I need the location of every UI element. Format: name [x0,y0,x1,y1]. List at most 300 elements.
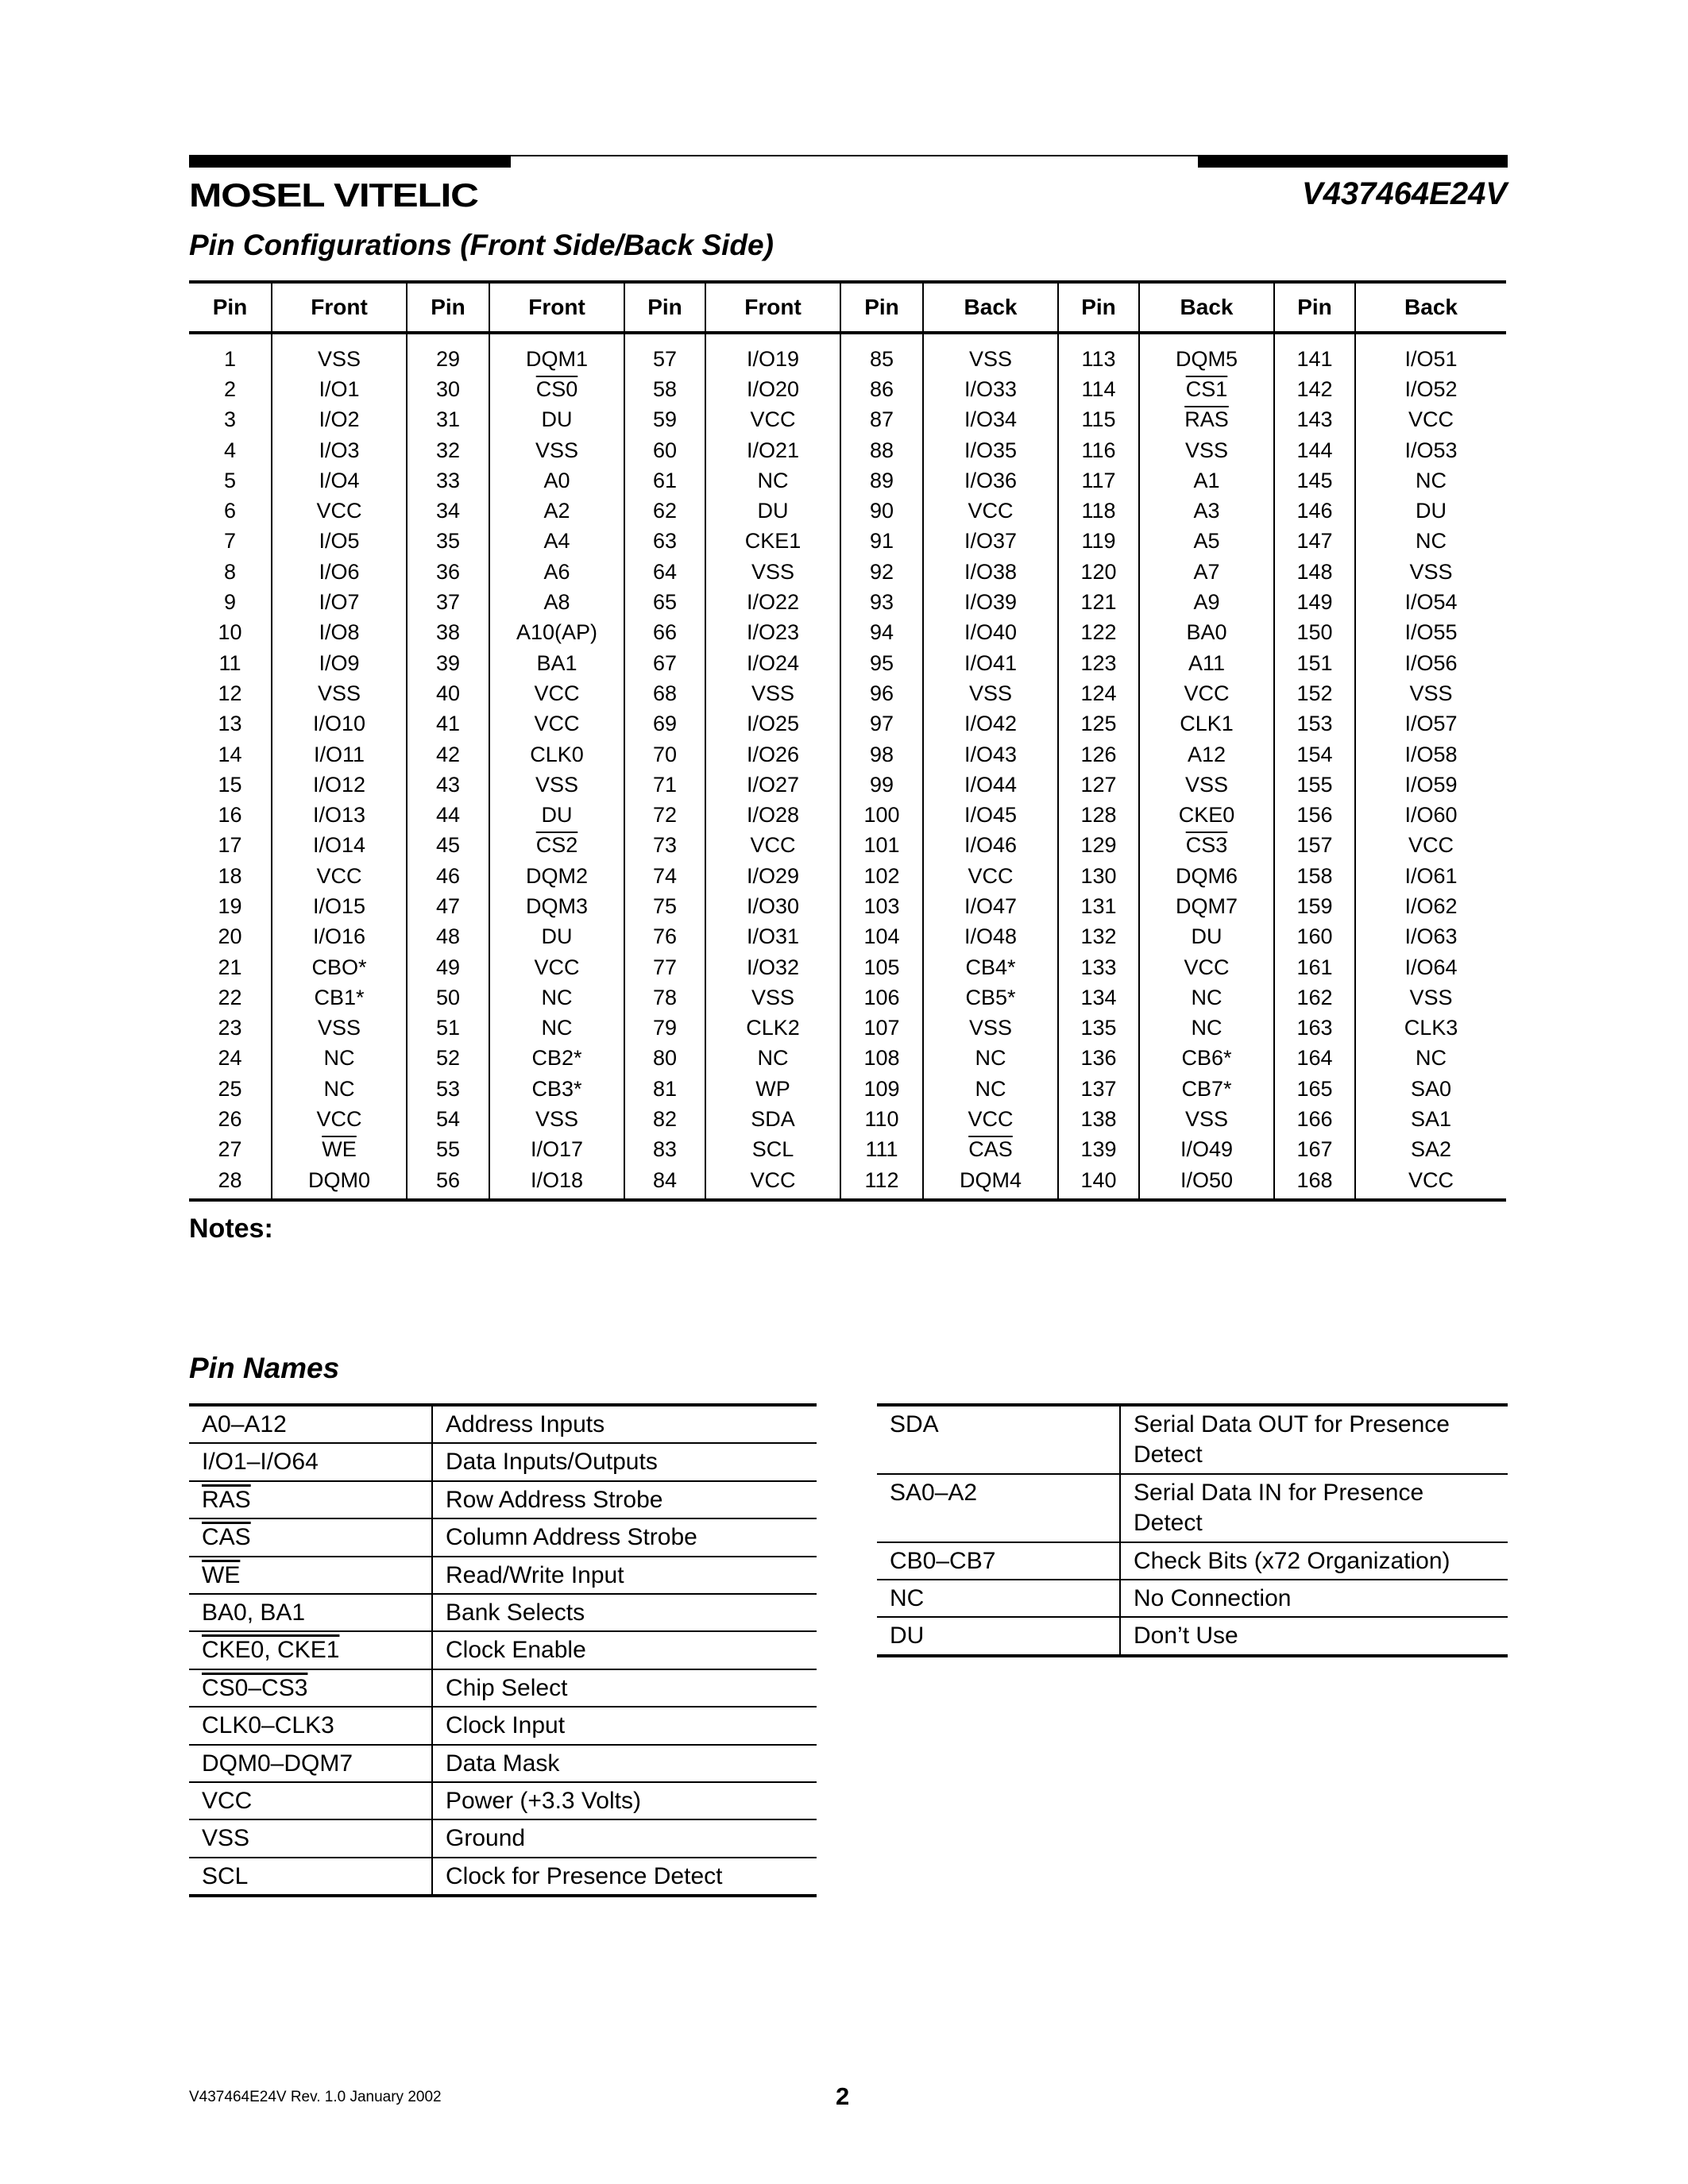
pin-name-description: No Connection [1120,1580,1508,1617]
pin-signal-cell: BA0 [1139,618,1274,648]
pin-signal-cell: I/O14 [272,831,407,861]
pin-number-cell: 3 [189,405,272,435]
pin-config-header-8: Pin [1058,282,1139,333]
pin-number-cell: 113 [1058,333,1139,374]
pin-number-cell: 157 [1274,831,1355,861]
pin-number-cell: 53 [407,1074,489,1104]
pin-signal-cell: I/O35 [923,435,1058,465]
pin-signal-cell: VCC [1355,1165,1506,1200]
pin-number-cell: 62 [624,496,705,526]
pin-signal-cell: VCC [705,405,840,435]
pin-number-cell: 86 [840,374,923,404]
pin-signal-cell: DQM5 [1139,333,1274,374]
pin-signal-cell: I/O54 [1404,590,1458,615]
pin-names-table-left [189,1403,817,1897]
pin-number-cell: 110 [840,1104,923,1134]
pin-number-cell: 49 [407,952,489,982]
pin-signal-cell: I/O25 [705,709,840,739]
pin-signal-cell: VSS [489,435,624,465]
pin-config-row [189,587,1506,617]
pin-signal-cell: NC [489,1013,624,1044]
pin-names-table-right [877,1403,1508,1657]
pin-signal-cell: I/O52 [1404,376,1458,401]
pin-number-cell: 85 [840,333,923,374]
pin-signal-cell: I/O58 [1404,742,1458,766]
pin-signal-cell: I/O46 [923,831,1058,861]
pin-number-cell: 43 [407,770,489,800]
pin-name-row [189,1518,817,1556]
pin-name-description: Clock for Presence Detect [432,1858,817,1896]
pin-config-table [189,280,1506,1202]
pin-signal-cell: I/O13 [272,800,407,830]
pin-number-cell: 134 [1058,982,1139,1013]
pin-signal-cell: I/O62 [1404,893,1458,918]
pin-number-cell: 34 [407,496,489,526]
pin-config-row [189,739,1506,770]
pin-config-row [189,891,1506,921]
pin-number-cell: 102 [840,861,923,891]
pin-number-cell: 29 [407,333,489,374]
pin-number-cell: 69 [624,709,705,739]
pin-signal-cell: CB7* [1139,1074,1274,1104]
pin-number-cell: 28 [189,1165,272,1200]
pin-signal-cell: I/O22 [705,587,840,617]
pin-number-cell: 131 [1058,891,1139,921]
pin-number-cell: 1 [189,333,272,374]
pin-number-cell: 100 [840,800,923,830]
pin-signal-cell: BA1 [489,648,624,678]
pin-number-cell: 19 [189,891,272,921]
pin-number-cell: 114 [1058,374,1139,404]
pin-signal-cell: I/O2 [272,405,407,435]
pin-signal-cell: NC [705,1044,840,1074]
pin-number-cell: 44 [407,800,489,830]
pin-number-cell: 153 [1274,709,1355,739]
pin-signal-cell: I/O63 [1404,924,1458,949]
pin-config-row [189,465,1506,496]
pin-name-symbol: DQM0–DQM7 [189,1745,432,1782]
pin-number-cell: 123 [1058,648,1139,678]
pin-number-cell: 18 [189,861,272,891]
pin-signal-cell: I/O47 [923,891,1058,921]
pin-number-cell: 99 [840,770,923,800]
pin-signal-cell: I/O18 [489,1165,624,1200]
pin-number-cell: 79 [624,1013,705,1044]
pin-number-cell: 72 [624,800,705,830]
pin-name-row [189,1557,817,1594]
pin-signal-cell: VSS [1409,985,1453,1009]
pin-name-symbol: CKE0, CKE1 [189,1631,432,1669]
pin-number-cell: 47 [407,891,489,921]
pin-signal-cell: I/O39 [923,587,1058,617]
pin-signal-cell: I/O53 [1404,438,1458,462]
pin-name-symbol: SA0–A2 [877,1474,1120,1542]
pin-signal-cell: DU [489,800,624,830]
pin-signal-cell: I/O29 [705,861,840,891]
pin-signal-cell: DQM0 [272,1165,407,1200]
pin-config-header-1: Front [272,282,407,333]
pin-number-cell: 106 [840,982,923,1013]
pin-signal-cell: WP [705,1074,840,1104]
pin-signal-cell: I/O3 [272,435,407,465]
pin-signal-cell: I/O56 [1404,650,1458,675]
pin-number-cell: 95 [840,648,923,678]
pin-number-cell: 17 [189,831,272,861]
pin-signal-cell: I/O5 [272,527,407,557]
pin-signal-cell: VCC [272,861,407,891]
pin-name-row [189,1819,817,1857]
pin-signal-cell: I/O40 [923,618,1058,648]
pin-number-cell: 33 [407,465,489,496]
pin-signal-cell: VSS [705,982,840,1013]
pin-number-cell: 76 [624,922,705,952]
pin-number-cell: 26 [189,1104,272,1134]
pin-number-cell: 55 [407,1135,489,1165]
pin-signal-cell: NC [923,1044,1058,1074]
pin-name-row [877,1542,1508,1580]
pin-number-cell: 167 [1274,1135,1355,1165]
pin-signal-cell: CLK0 [489,739,624,770]
pin-name-description: Address Inputs [432,1405,817,1443]
pin-name-description: Serial Data IN for Presence Detect [1120,1474,1508,1542]
pin-number-cell: 37 [407,587,489,617]
pin-signal-cell: I/O33 [923,374,1058,404]
pin-number-cell: 108 [840,1044,923,1074]
pin-number-cell: 129 [1058,831,1139,861]
pin-signal-cell: I/O9 [272,648,407,678]
pin-signal-cell: I/O26 [705,739,840,770]
pin-signal-cell: A12 [1139,739,1274,770]
pin-signal-cell: $\overline{WE}$ [272,1135,407,1165]
pin-signal-cell: NC [923,1074,1058,1104]
pin-number-cell: 52 [407,1044,489,1074]
pin-number-cell: 144 [1274,435,1355,465]
pin-number-cell: 158 [1274,861,1355,891]
pin-number-cell: 96 [840,678,923,708]
pin-number-cell: 10 [189,618,272,648]
pin-number-cell: 111 [840,1135,923,1165]
pin-number-cell: 136 [1058,1044,1139,1074]
pin-number-cell: 25 [189,1074,272,1104]
pin-number-cell: 126 [1058,739,1139,770]
pin-signal-cell: I/O11 [272,739,407,770]
pin-name-description: Serial Data OUT for Presence Detect [1120,1405,1508,1474]
pin-name-symbol: CS0–CS3 [189,1669,432,1707]
pin-config-title: Pin Configurations (Front Side/Back Side) [189,229,774,261]
pin-number-cell: 119 [1058,527,1139,557]
pin-signal-cell: DQM7 [1139,891,1274,921]
pin-number-cell: 148 [1274,557,1355,587]
pin-name-description: Chip Select [432,1669,817,1707]
pin-name-description: Column Address Strobe [432,1518,817,1556]
pin-number-cell: 154 [1274,739,1355,770]
pin-number-cell: 143 [1274,405,1355,435]
pin-signal-cell: VSS [1139,1104,1274,1134]
pin-number-cell: 27 [189,1135,272,1165]
pin-number-cell: 121 [1058,587,1139,617]
pin-signal-cell: VCC [705,831,840,861]
pin-signal-cell: $\overline{RAS}$ [1139,405,1274,435]
pin-number-cell: 38 [407,618,489,648]
pin-config-row [189,527,1506,557]
pin-number-cell: 71 [624,770,705,800]
pin-number-cell: 151 [1274,648,1355,678]
pin-signal-cell: $\overline{CAS}$ [923,1135,1058,1165]
pin-signal-cell: I/O1 [272,374,407,404]
pin-number-cell: 56 [407,1165,489,1200]
pin-number-cell: 64 [624,557,705,587]
pin-number-cell: 125 [1058,709,1139,739]
pin-config-row [189,557,1506,587]
pin-signal-cell: NC [272,1074,407,1104]
pin-signal-cell: CLK2 [705,1013,840,1044]
pin-name-symbol: SDA [877,1405,1120,1474]
pin-number-cell: 146 [1274,496,1355,526]
pin-signal-cell: A3 [1139,496,1274,526]
pin-name-symbol: VCC [189,1782,432,1819]
pin-number-cell: 9 [189,587,272,617]
pin-number-cell: 54 [407,1104,489,1134]
pin-config-row [189,405,1506,435]
pin-signal-cell: I/O4 [272,465,407,496]
pin-name-symbol: CLK0–CLK3 [189,1707,432,1744]
pin-signal-cell: CKE1 [705,527,840,557]
pin-number-cell: 45 [407,831,489,861]
pin-name-description: Bank Selects [432,1594,817,1631]
pin-number-cell: 57 [624,333,705,374]
pin-config-row [189,1104,1506,1134]
pin-signal-cell: VCC [923,1104,1058,1134]
pin-config-row [189,770,1506,800]
pin-signal-cell: SA1 [1410,1107,1452,1132]
pin-name-description: Row Address Strobe [432,1481,817,1518]
pin-number-cell: 40 [407,678,489,708]
pin-number-cell: 101 [840,831,923,861]
pin-number-cell: 22 [189,982,272,1013]
pin-signal-cell: I/O42 [923,709,1058,739]
pin-name-row [877,1405,1508,1474]
pin-number-cell: 105 [840,952,923,982]
pin-config-row [189,922,1506,952]
pin-signal-cell: I/O45 [923,800,1058,830]
pin-number-cell: 109 [840,1074,923,1104]
pin-number-cell: 128 [1058,800,1139,830]
pin-name-symbol: A0–A12 [189,1405,432,1443]
pin-signal-cell: NC [489,982,624,1013]
pin-signal-cell: DQM1 [489,333,624,374]
pin-signal-cell: I/O43 [923,739,1058,770]
pin-number-cell: 156 [1274,800,1355,830]
pin-signal-cell: I/O44 [923,770,1058,800]
pin-signal-cell: CS1 [1139,374,1274,404]
pin-number-cell: 77 [624,952,705,982]
pin-number-cell: 65 [624,587,705,617]
pin-number-cell: 4 [189,435,272,465]
pin-name-symbol: I/O1–I/O64 [189,1443,432,1480]
pin-number-cell: 39 [407,648,489,678]
pin-number-cell: 84 [624,1165,705,1200]
pin-signal-cell: VCC [272,1104,407,1134]
pin-signal-cell: SDA [705,1104,840,1134]
pin-number-cell: 168 [1274,1165,1355,1200]
pin-signal-cell: I/O50 [1139,1165,1274,1200]
pin-number-cell: 14 [189,739,272,770]
pin-number-cell: 36 [407,557,489,587]
pin-signal-cell: VSS [1139,770,1274,800]
pin-signal-cell: NC [705,465,840,496]
pin-signal-cell: I/O48 [923,922,1058,952]
pin-config-row [189,333,1506,374]
pin-config-header-10: Pin [1274,282,1355,333]
pin-signal-cell: A4 [489,527,624,557]
pin-number-cell: 162 [1274,982,1355,1013]
pin-name-row [189,1707,817,1744]
pin-number-cell: 164 [1274,1044,1355,1074]
pin-name-symbol: SCL [189,1858,432,1896]
pin-number-cell: 2 [189,374,272,404]
pin-config-header-6: Pin [840,282,923,333]
pin-number-cell: 83 [624,1135,705,1165]
pin-config-row [189,496,1506,526]
pin-name-description: Clock Enable [432,1631,817,1669]
pin-number-cell: 133 [1058,952,1139,982]
pin-signal-cell: I/O6 [272,557,407,587]
pin-name-row [189,1631,817,1669]
pin-config-header-7: Back [923,282,1058,333]
pin-signal-cell: A11 [1139,648,1274,678]
pin-number-cell: 61 [624,465,705,496]
pin-config-header-4: Pin [624,282,705,333]
pin-name-symbol: DU [877,1617,1120,1655]
pin-config-row [189,709,1506,739]
pin-signal-cell: I/O19 [705,333,840,374]
pin-signal-cell: NC [1416,529,1447,554]
pin-signal-cell: I/O51 [1404,346,1458,371]
pin-number-cell: 21 [189,952,272,982]
pin-number-cell: 150 [1274,618,1355,648]
pin-signal-cell: A6 [489,557,624,587]
pin-number-cell: 137 [1058,1074,1139,1104]
pin-number-cell: 11 [189,648,272,678]
pin-number-cell: 81 [624,1074,705,1104]
pin-number-cell: 135 [1058,1013,1139,1044]
pin-signal-cell: VSS [489,1104,624,1134]
pin-signal-cell: I/O34 [923,405,1058,435]
pin-signal-cell: SA0 [1410,1076,1452,1101]
pin-signal-cell: VCC [1408,833,1454,858]
pin-number-cell: 41 [407,709,489,739]
pin-number-cell: 58 [624,374,705,404]
pin-config-row [189,648,1506,678]
pin-number-cell: 8 [189,557,272,587]
pin-signal-cell: I/O64 [1404,955,1458,979]
pin-signal-cell: I/O16 [272,922,407,952]
pin-number-cell: 141 [1274,333,1355,374]
pin-number-cell: 120 [1058,557,1139,587]
pin-signal-cell: A1 [1139,465,1274,496]
notes-title: Notes: [189,1214,273,1244]
pin-name-description: Data Inputs/Outputs [432,1443,817,1480]
pin-signal-cell: DU [1416,499,1447,523]
pin-number-cell: 92 [840,557,923,587]
pin-signal-cell: CB5* [923,982,1058,1013]
pin-number-cell: 24 [189,1044,272,1074]
pin-number-cell: 12 [189,678,272,708]
pin-signal-cell: I/O59 [1404,772,1458,797]
pin-signal-cell: I/O20 [705,374,840,404]
pin-config-header-0: Pin [189,282,272,333]
pin-name-description: Don’t Use [1120,1617,1508,1655]
pin-number-cell: 6 [189,496,272,526]
pin-name-description: Ground [432,1819,817,1857]
pin-number-cell: 80 [624,1044,705,1074]
pin-number-cell: 32 [407,435,489,465]
pin-name-description: Check Bits (x72 Organization) [1120,1542,1508,1580]
pin-signal-cell: CLK3 [1404,1016,1458,1040]
pin-name-row [877,1617,1508,1655]
pin-signal-cell: I/O61 [1404,863,1458,888]
pin-number-cell: 130 [1058,861,1139,891]
pin-signal-cell: A7 [1139,557,1274,587]
pin-name-symbol: $\overline{RAS}$ [189,1481,432,1518]
pin-signal-cell: A5 [1139,527,1274,557]
pin-config-header-row [189,282,1506,333]
pin-signal-cell: VSS [1139,435,1274,465]
pin-signal-cell: VCC [705,1165,840,1200]
pin-signal-cell: CS0 [489,374,624,404]
pin-name-description: Read/Write Input [432,1557,817,1594]
pin-config-row [189,982,1506,1013]
pin-config-row [189,952,1506,982]
pin-name-row [189,1782,817,1819]
pin-number-cell: 63 [624,527,705,557]
pin-number-cell: 127 [1058,770,1139,800]
pin-name-row [189,1669,817,1707]
pin-signal-cell: VCC [489,678,624,708]
pin-config-header-9: Back [1139,282,1274,333]
pin-signal-cell: VSS [1409,559,1453,584]
pin-signal-cell: I/O57 [1404,712,1458,736]
pin-signal-cell: CS3 [1139,831,1274,861]
pin-signal-cell: I/O31 [705,922,840,952]
pin-signal-cell: CB2* [489,1044,624,1074]
pin-signal-cell: VSS [489,770,624,800]
pin-name-row [877,1474,1508,1542]
pin-number-cell: 20 [189,922,272,952]
pin-signal-cell: I/O55 [1404,620,1458,645]
pin-number-cell: 117 [1058,465,1139,496]
pin-number-cell: 35 [407,527,489,557]
pin-number-cell: 122 [1058,618,1139,648]
pin-signal-cell: NC [1139,1013,1274,1044]
pin-number-cell: 60 [624,435,705,465]
pin-signal-cell: I/O24 [705,648,840,678]
pin-signal-cell: VCC [1408,407,1454,432]
pin-signal-cell: DQM4 [923,1165,1058,1200]
pin-number-cell: 139 [1058,1135,1139,1165]
pin-signal-cell: I/O28 [705,800,840,830]
pin-name-row [877,1580,1508,1617]
pin-signal-cell: VCC [489,709,624,739]
pin-config-row [189,1044,1506,1074]
pin-number-cell: 5 [189,465,272,496]
pin-signal-cell: CB4* [923,952,1058,982]
pin-signal-cell: VSS [272,678,407,708]
pin-number-cell: 155 [1274,770,1355,800]
pin-signal-cell: NC [1139,982,1274,1013]
pin-number-cell: 87 [840,405,923,435]
pin-config-header-11: Back [1355,282,1506,333]
